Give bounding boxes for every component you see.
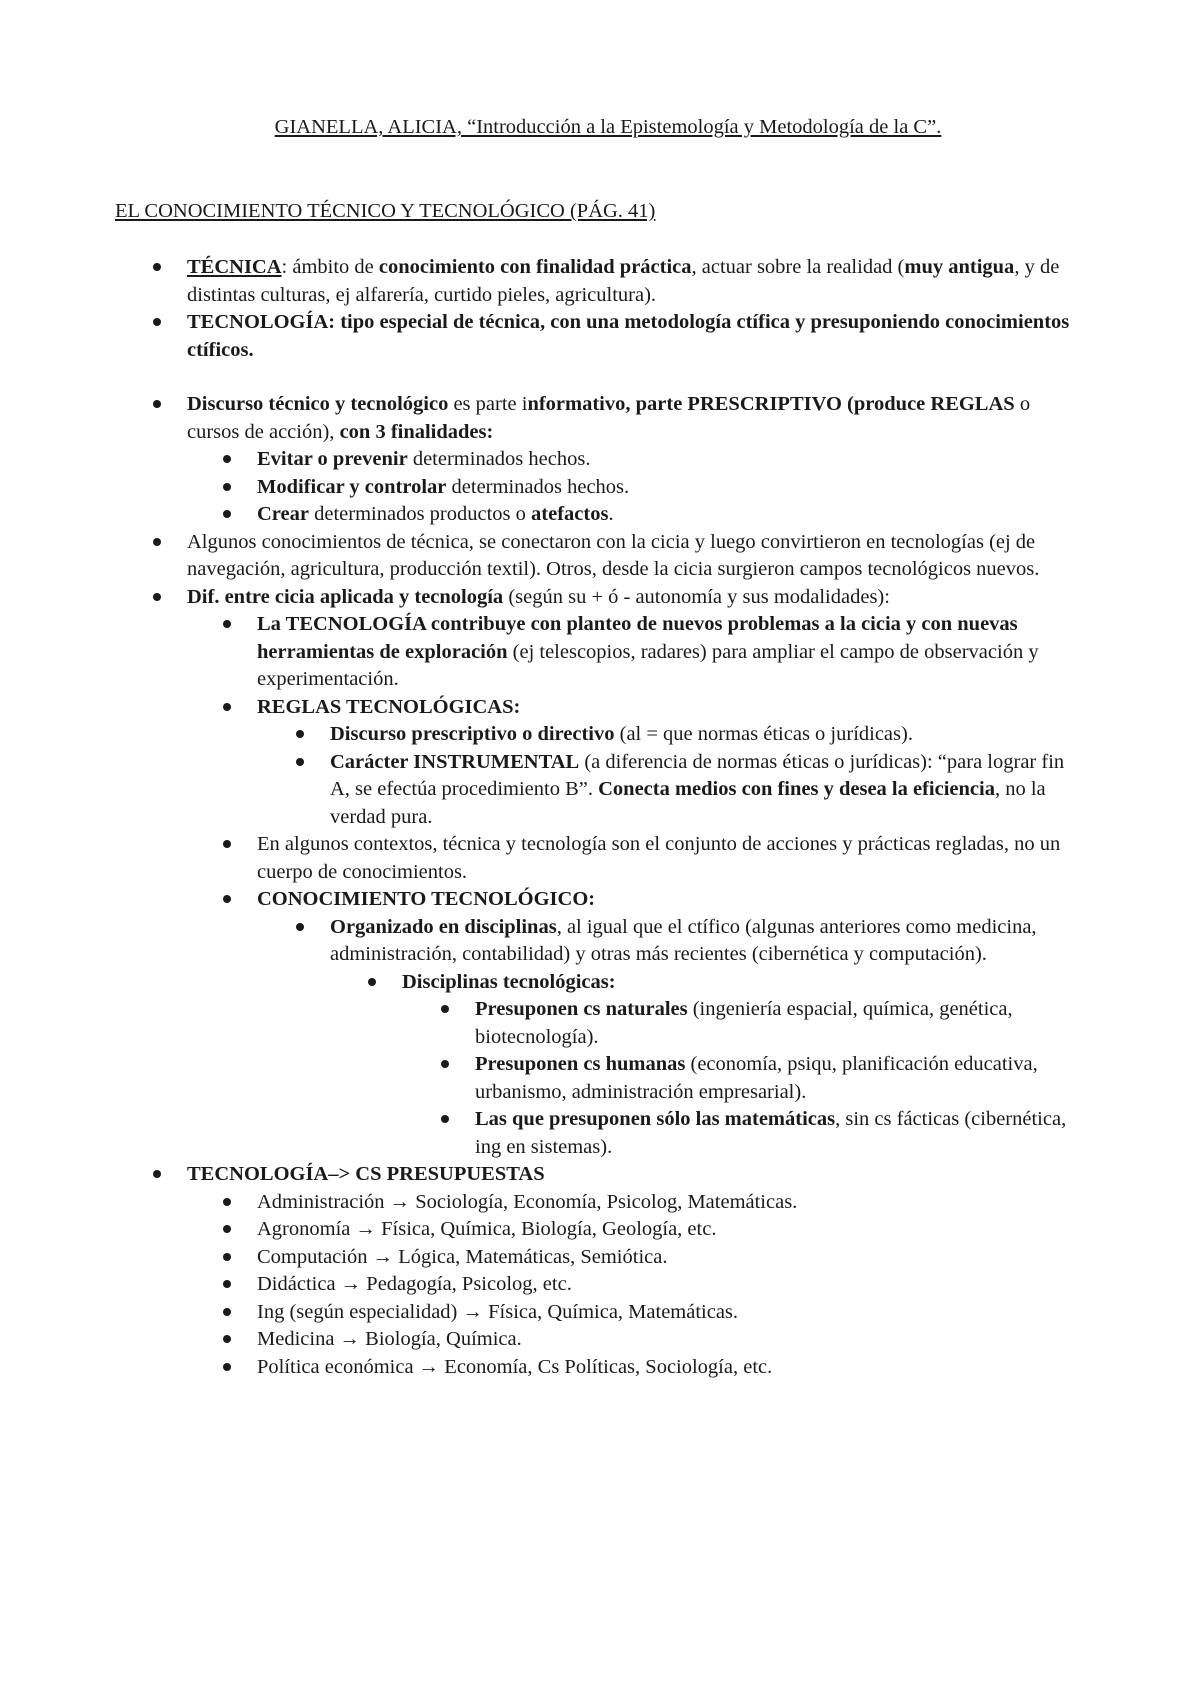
- text-segment: (economía, psiqu, planificación educativa, urbanismo, administración empresarial).: [475, 1053, 1038, 1103]
- text-segment: conocimiento con finalidad práctica: [378, 256, 692, 278]
- bullet-icon: [223, 1335, 231, 1343]
- text-segment: Ing (según especialidad) → Física, Química, Matemáticas.: [257, 1300, 739, 1323]
- bullet-outline: [0, 254, 1200, 1381]
- section-heading: EL CONOCIMIENTO TÉCNICO Y TECNOLÓGICO (PÁG. 41): [115, 200, 656, 222]
- bullet-icon: [153, 593, 161, 601]
- blank-line: [0, 364, 1200, 391]
- text-segment: (a diferencia de normas éticas o jurídicas): “para lograr fin A, se efectúa procedimiento B”.: [330, 750, 1065, 800]
- bullet-icon: [223, 1198, 231, 1206]
- list-item-level-2: [0, 446, 1087, 474]
- bullet-icon: [223, 1225, 231, 1233]
- bullet-icon: [223, 1308, 231, 1316]
- bullet-icon: [296, 730, 304, 738]
- text-segment: Agronomía → Física, Química, Biología, Geología, etc.: [257, 1218, 717, 1240]
- list-item-level-5: [0, 1106, 1095, 1161]
- list-item-level-5: [0, 1051, 1095, 1106]
- bullet-icon: [153, 263, 161, 271]
- text-segment: TECNOLOGÍA–> CS PRESUPUESTAS: [187, 1163, 545, 1185]
- text-segment: atefactos: [531, 503, 609, 525]
- bullet-icon: [223, 455, 231, 463]
- text-segment: Medicina → Biología, Química.: [257, 1328, 522, 1350]
- bullet-icon: [223, 620, 231, 628]
- bullet-icon: [441, 1060, 449, 1068]
- list-item-level-3: [0, 749, 1087, 832]
- list-item-level-1: [0, 584, 1087, 612]
- list-item-level-2: [0, 1244, 1087, 1272]
- text-segment: .: [608, 503, 614, 525]
- bullet-icon: [153, 1170, 161, 1178]
- text-segment: Presuponen cs naturales: [475, 998, 688, 1020]
- list-item-level-2: [0, 611, 1087, 694]
- text-segment: Disciplinas tecnológicas:: [402, 970, 616, 993]
- list-item-level-2: [0, 1216, 1087, 1244]
- bullet-icon: [223, 895, 231, 903]
- bullet-icon: [441, 1005, 449, 1013]
- bullet-icon: [223, 1253, 231, 1261]
- text-segment: TECNOLOGÍA: tipo especial de técnica, con una metodología ctífica y presuponiendo conocimientos ctíficos.: [187, 311, 1070, 361]
- text-segment: determinados productos o: [308, 503, 532, 525]
- text-segment: Discurso técnico y tecnológico: [187, 393, 449, 415]
- text-segment: Crear: [257, 503, 309, 525]
- text-segment: es parte i: [448, 393, 528, 415]
- list-item-level-1: [0, 254, 1087, 309]
- text-segment: Algunos conocimientos de técnica, se conectaron con la cicia y luego convirtieron en tecnologías (ej de navegación, agricultura, producción textil). Otros, desde la cicia surgieron campos tecnológicos nuevos.: [187, 530, 1040, 580]
- list-item-level-3: [0, 914, 1087, 969]
- text-segment: , al igual que el ctífico (algunas anteriores como medicina, administración, contabilidad) y otras más recientes (cibernética y computación).: [330, 915, 1037, 965]
- text-segment: : ámbito de: [281, 256, 379, 278]
- text-segment: Computación → Lógica, Matemáticas, Semiótica.: [257, 1245, 668, 1268]
- text-segment: , actuar sobre la realidad (: [691, 256, 905, 278]
- text-segment: Política económica → Economía, Cs Políticas, Sociología, etc.: [257, 1355, 773, 1378]
- text-segment: , sin cs fácticas (cibernética, ing en sistemas).: [475, 1108, 1067, 1158]
- list-item-level-2: [0, 1299, 1087, 1327]
- text-segment: Organizado en disciplinas: [330, 915, 557, 938]
- text-segment: Evitar o prevenir: [257, 448, 408, 470]
- text-segment: muy antigua: [904, 256, 1015, 278]
- text-segment: Didáctica → Pedagogía, Psicolog, etc.: [257, 1273, 572, 1295]
- list-item-level-3: [0, 721, 1087, 749]
- list-item-level-1: [0, 529, 1087, 584]
- text-segment: (al = que normas éticas o jurídicas).: [614, 723, 913, 745]
- bullet-icon: [223, 1280, 231, 1288]
- text-segment: REGLAS TECNOLÓGICAS:: [257, 695, 521, 718]
- list-item-level-2: [0, 1354, 1087, 1382]
- bullet-icon: [296, 923, 304, 931]
- text-segment: o cursos de acción),: [187, 393, 1031, 443]
- text-segment: CONOCIMIENTO TECNOLÓGICO:: [257, 888, 596, 910]
- list-item-level-2: [0, 501, 1087, 529]
- bullet-icon: [296, 758, 304, 766]
- text-segment: Carácter INSTRUMENTAL: [330, 750, 580, 773]
- text-segment: Las que presuponen sólo las matemáticas: [475, 1108, 836, 1130]
- text-segment: Discurso prescriptivo o directivo: [330, 723, 615, 745]
- text-segment: (según su + ó - autonomía y sus modalidades):: [503, 585, 890, 608]
- text-segment: determinados hechos.: [407, 448, 591, 470]
- bullet-icon: [223, 703, 231, 711]
- list-item-level-1: [0, 391, 1087, 446]
- list-item-level-2: [0, 831, 1087, 886]
- bullet-icon: [153, 538, 161, 546]
- text-segment: (ingeniería espacial, química, genética, biotecnología).: [475, 998, 1013, 1048]
- text-segment: Dif. entre cicia aplicada y tecnología: [187, 585, 504, 608]
- text-segment: determinados hechos.: [446, 475, 630, 498]
- text-segment: , no la verdad pura.: [330, 778, 1046, 828]
- list-item-level-2: [0, 886, 1087, 914]
- bullet-icon: [223, 1363, 231, 1371]
- bullet-icon: [223, 840, 231, 848]
- document-title: GIANELLA, ALICIA, “Introducción a la Epistemología y Metodología de la C”.: [274, 116, 942, 138]
- bullet-icon: [153, 400, 161, 408]
- text-segment: con 3 finalidades:: [339, 420, 494, 443]
- text-segment: La TECNOLOGÍA contribuye con planteo de nuevos problemas a la cicia y con nuevas herramientas de exploración: [257, 613, 1018, 663]
- list-item-level-2: [0, 1271, 1087, 1299]
- bullet-icon: [223, 483, 231, 491]
- text-segment: , y de distintas culturas, ej alfarería, curtido pieles, agricultura).: [187, 256, 1060, 306]
- list-item-level-2: [0, 1189, 1087, 1217]
- text-segment: TÉCNICA: [187, 256, 282, 278]
- bullet-icon: [368, 978, 376, 986]
- list-item-level-5: [0, 996, 1095, 1051]
- text-segment: Administración → Sociología, Economía, Psicolog, Matemáticas.: [257, 1190, 798, 1213]
- text-segment: En algunos contextos, técnica y tecnología son el conjunto de acciones y prácticas regladas, no un cuerpo de conocimientos.: [257, 833, 1061, 883]
- bullet-icon: [223, 510, 231, 518]
- bullet-icon: [153, 318, 161, 326]
- list-item-level-2: [0, 694, 1087, 722]
- text-segment: (ej telescopios, radares) para ampliar el campo de observación y experimentación.: [257, 640, 1039, 690]
- list-item-level-2: [0, 1326, 1087, 1354]
- text-segment: Presuponen cs humanas: [475, 1053, 686, 1075]
- list-item-level-1: [0, 1161, 1087, 1189]
- list-item-level-1: [0, 309, 1087, 364]
- list-item-level-4: [0, 969, 1092, 997]
- list-item-level-2: [0, 474, 1087, 502]
- text-segment: Modificar y controlar: [257, 475, 447, 498]
- bullet-icon: [441, 1115, 449, 1123]
- text-segment: nformativo, parte PRESCRIPTIVO (produce REGLAS: [527, 393, 1015, 415]
- text-segment: Conecta medios con fines y desea la eficiencia: [598, 778, 995, 800]
